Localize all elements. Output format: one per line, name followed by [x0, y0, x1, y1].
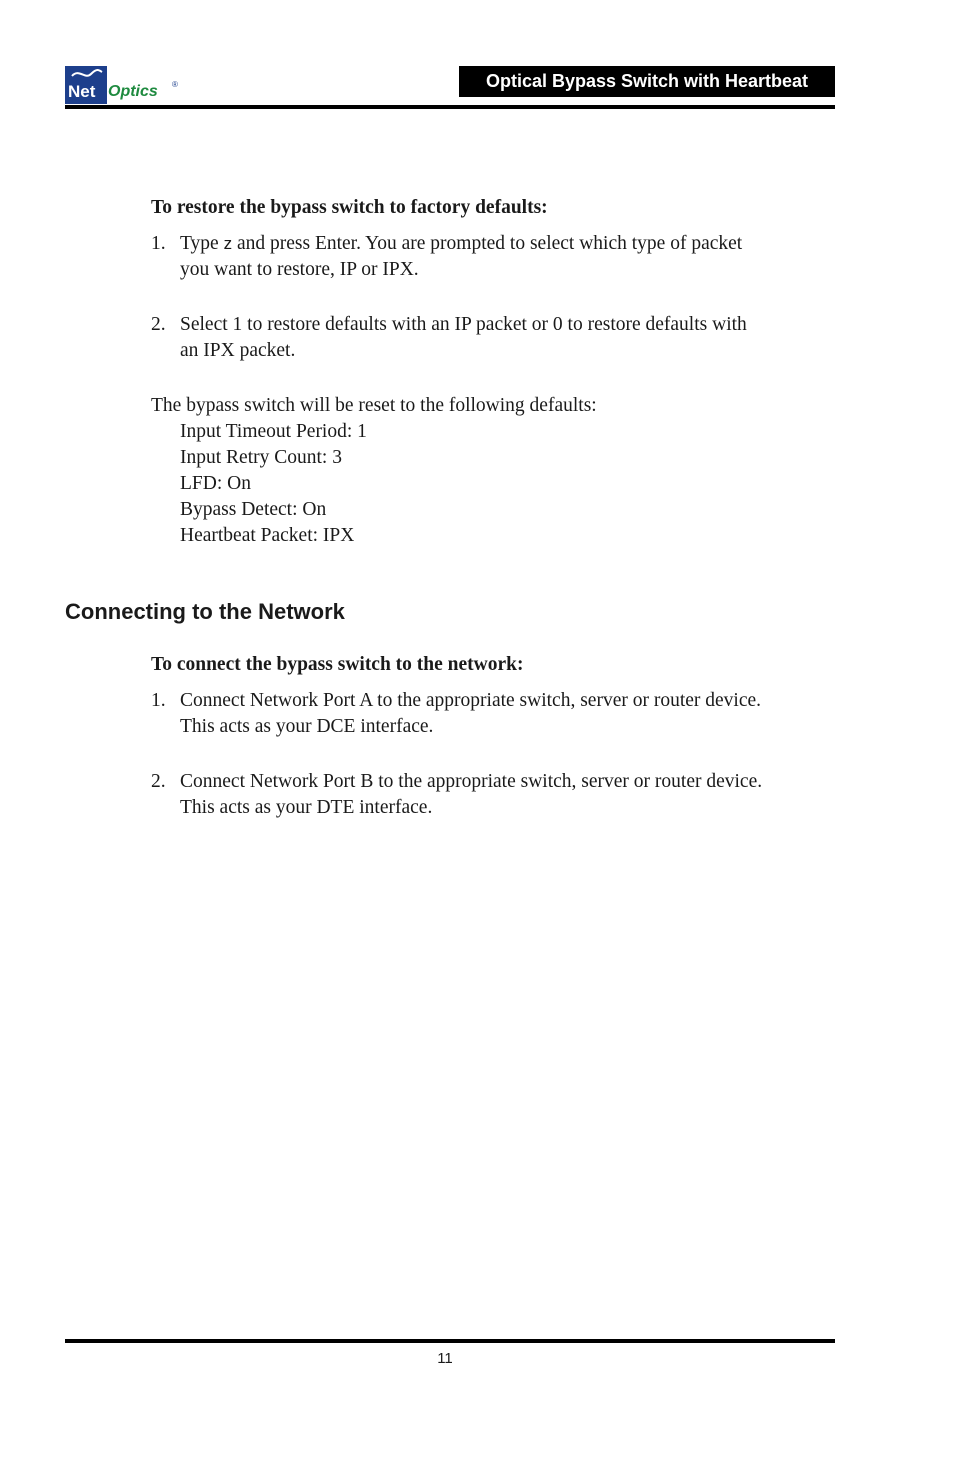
default-item: Bypass Detect: On — [180, 499, 327, 520]
default-item: Input Retry Count: 3 — [180, 447, 342, 468]
default-item: Input Timeout Period: 1 — [180, 421, 367, 442]
page-number: 11 — [437, 1350, 453, 1367]
restore-step2-line1: Select 1 to restore defaults with an IP packet or 0 to restore defaults with — [180, 314, 747, 335]
restore-step2-number: 2. — [151, 314, 166, 335]
footer-rule — [65, 1339, 835, 1343]
net-optics-logo — [65, 66, 185, 106]
restore-step1-number: 1. — [151, 233, 166, 254]
registered-mark: ® — [172, 80, 178, 89]
restore-step1-pre: Type — [180, 233, 224, 254]
section-heading: Connecting to the Network — [65, 599, 345, 624]
default-item: LFD: On — [180, 473, 251, 494]
restore-step1-post: and press Enter. You are prompted to select which type of packet — [232, 233, 743, 254]
network-step2-line2: This acts as your DTE interface. — [180, 797, 433, 818]
network-step1-line2: This acts as your DCE interface. — [180, 716, 434, 737]
restore-heading: To restore the bypass switch to factory defaults: — [151, 197, 548, 218]
restore-step1-line1 — [180, 231, 742, 257]
logo-mark — [65, 66, 107, 104]
defaults-intro: The bypass switch will be reset to the following defaults: — [151, 395, 597, 416]
header-rule — [65, 105, 835, 109]
restore-step2-line2: an IPX packet. — [180, 340, 296, 361]
document-title: Optical Bypass Switch with Heartbeat — [459, 66, 835, 97]
logo-optics-text: Optics — [108, 83, 158, 100]
default-item: Heartbeat Packet: IPX — [180, 525, 355, 546]
network-step2-line1: Connect Network Port B to the appropriate switch, server or router device. — [180, 771, 763, 792]
restore-command: z — [223, 234, 233, 253]
network-step1-number: 1. — [151, 690, 166, 711]
wave-icon — [71, 68, 103, 80]
network-step2-number: 2. — [151, 771, 166, 792]
network-step1-line1: Connect Network Port A to the appropriate switch, server or router device. — [180, 690, 762, 711]
restore-step1-line2: you want to restore, IP or IPX. — [180, 259, 419, 280]
network-heading: To connect the bypass switch to the network: — [151, 654, 524, 675]
logo-net-text: Net — [68, 82, 96, 101]
